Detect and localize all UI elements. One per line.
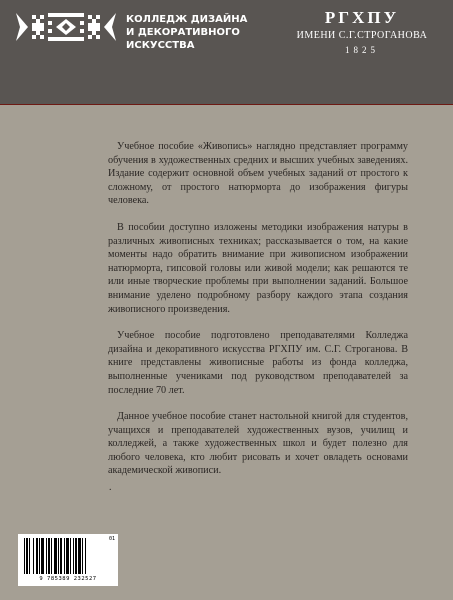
annotation-paragraph: Данное учебное пособие станет настольной книгой для студентов, учащихся и преподавателей художественных вузов, училищ и колледжей, а также художественных школ и будет полезно для любого человека, кто любит рисовать и хочет овладеть основами академической живописи. <box>108 411 408 477</box>
isbn-barcode <box>18 534 118 586</box>
university-founding-year: 1825 <box>345 45 379 55</box>
college-name <box>126 13 247 52</box>
trailing-mark: . <box>109 482 112 493</box>
university-name: ИМЕНИ С.Г.СТРОГАНОВА <box>296 30 428 41</box>
university-abbreviation: РГХПУ <box>324 8 400 27</box>
annotation-paragraph: Учебное пособие подготовлено преподавателями Колледжа дизайна и декоративного искусства РГХПУ им. С.Г. Строганова. В книге представлены живописные работы из фонда колледжа, выполненные учениками под руководством преподавателей за последние 70 лет. <box>108 330 408 396</box>
annotation-paragraph: В пособии доступно изложены методики изображения натуры в различных живописных техниках; рассказывается о том, на какие моменты надо обратить внимание при живописном изображении натюрморта, гипсовой головы или живой модели; как решаются те или иные творческие проблемы при выполнении заданий. Большое внимание уделено подробному разбору каждого этапа создания живописного произведения. <box>108 221 408 315</box>
college-logo-icon <box>16 11 116 43</box>
barcode-digits: 9 785389 232527 <box>39 576 97 582</box>
college-name-line: И ДЕКОРАТИВНОГО <box>126 27 240 38</box>
cover-header <box>0 0 453 104</box>
header-divider <box>0 104 453 105</box>
university-block <box>287 8 437 56</box>
college-name-line: КОЛЛЕДЖ ДИЗАЙНА <box>126 14 248 25</box>
annotation-text <box>108 140 408 491</box>
annotation-paragraph: Учебное пособие «Живопись» наглядно представляет программу обучения в художественных средних и высших учебных заведениях. Издание содержит основной объем учебных заданий от простого к сложному, от простого натюрморта до изображения фигуры человека. <box>108 141 408 207</box>
college-name-line: ИСКУССТВА <box>126 40 195 51</box>
barcode-addon: 01 <box>108 536 115 542</box>
barcode-icon <box>24 538 112 574</box>
